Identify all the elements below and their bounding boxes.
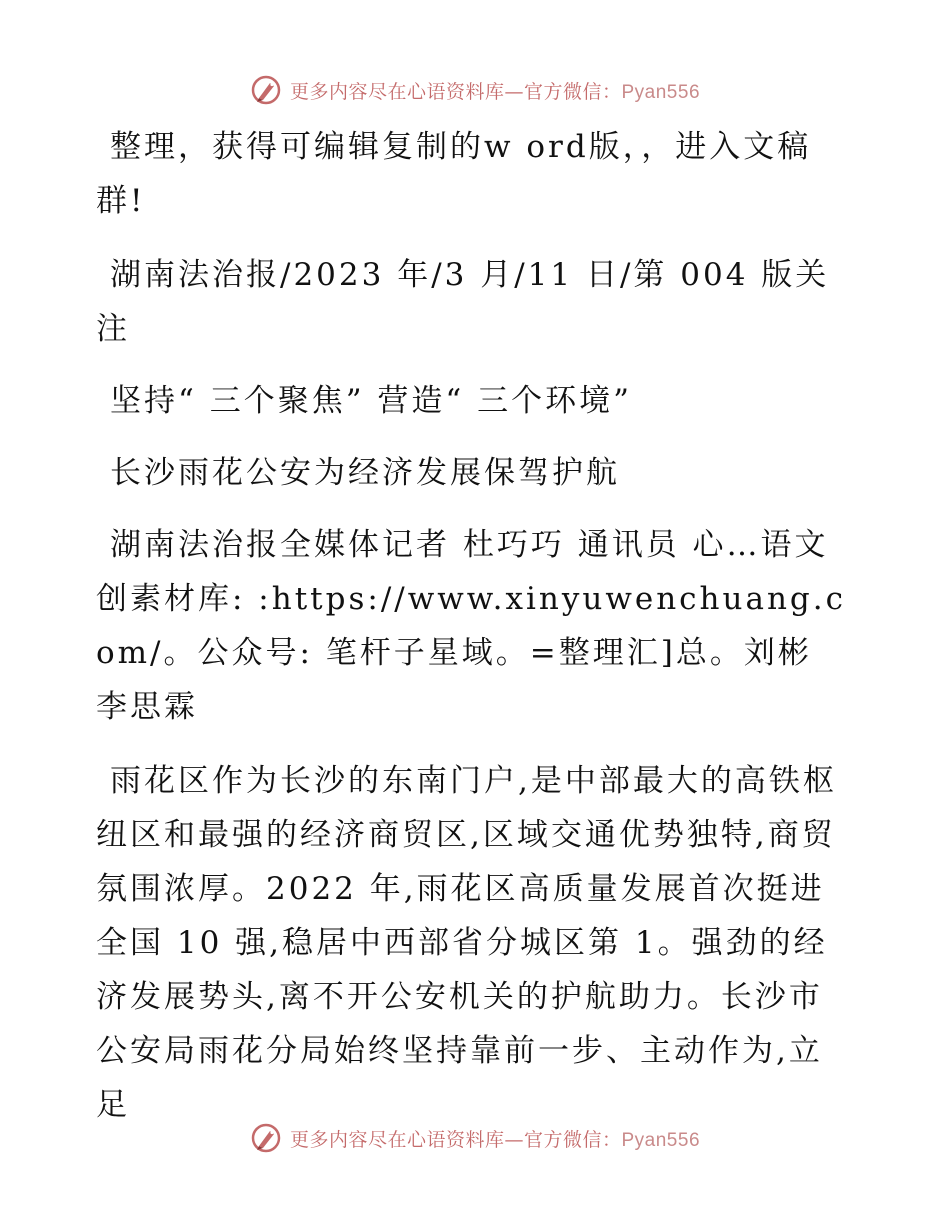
body-paragraph: 雨花区作为长沙的东南门户,是中部最大的高铁枢纽区和最强的经济商贸区,区域交通优势独特,商贸氛围浓厚。2022 年,雨花区高质量发展首次挺进全国 10 强,稳居中西部省分城区第 1。强劲的经济发展势头,离不开公安机关的护航助力。长沙市公安局雨花分局始终坚持靠前一步、主动作为,立足: [96, 763, 837, 1123]
watermark-account: Pyan556: [621, 81, 701, 103]
watermark-text: 更多内容尽在心语资料库—官方微信：Pyan556: [289, 1128, 701, 1151]
document-body: [96, 120, 851, 1152]
pen-logo-icon: [250, 74, 282, 106]
byline-paragraph: 湖南法治报全媒体记者 杜巧巧 通讯员 心…语文创素材库: :https://www.xinyuwenchuang.com/。公众号: 笔杆子星域。=整理汇]总。刘彬 李思霖: [96, 527, 846, 725]
pen-logo-icon: [250, 1122, 282, 1154]
headline-title: 长沙雨花公安为经济发展保驾护航: [110, 455, 620, 491]
headline-kicker: 坚持“ 三个聚焦” 营造“ 三个环境”: [110, 383, 632, 419]
footer-watermark: [0, 1118, 950, 1158]
publication-line: 湖南法治报/2023 年/3 月/11 日/第 004 版关注: [96, 257, 830, 347]
header-watermark: [0, 70, 950, 110]
intro-paragraph: 整理，获得可编辑复制的w ord版，，进入文稿群!: [96, 129, 812, 219]
watermark-text: 更多内容尽在心语资料库—官方微信：Pyan556: [289, 80, 701, 103]
watermark-account: Pyan556: [621, 1129, 701, 1151]
